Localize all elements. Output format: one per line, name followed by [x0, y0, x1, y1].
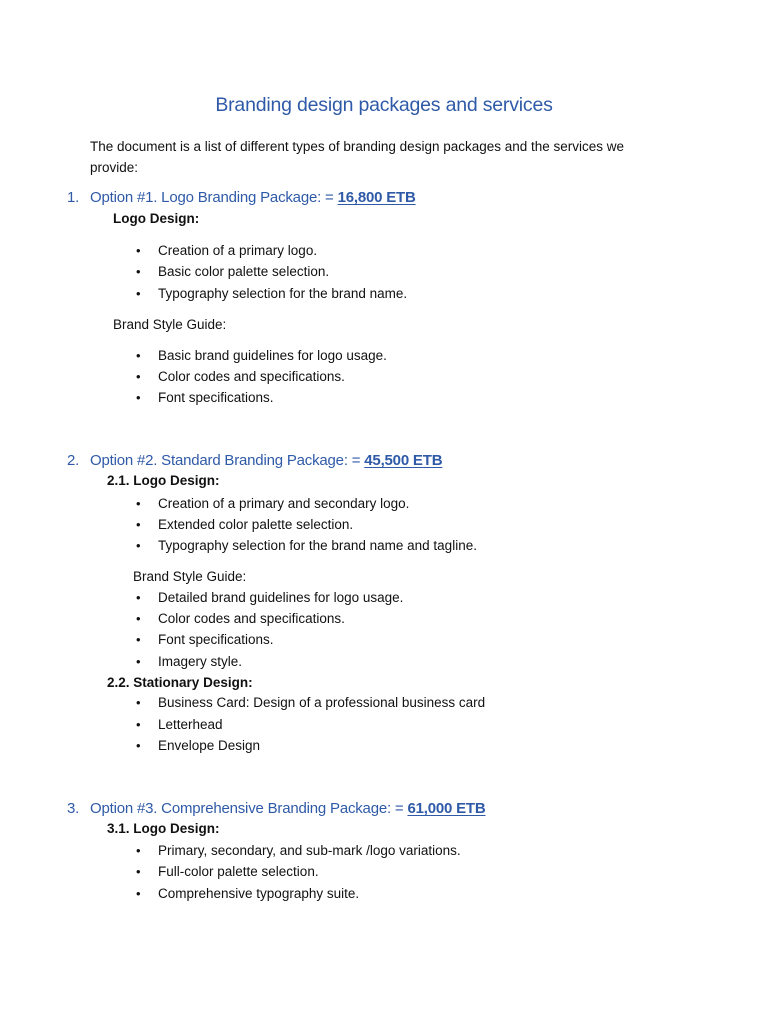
option-2-logo-heading [107, 473, 220, 488]
list-item-text: Primary, secondary, and sub-mark /logo variations. [158, 843, 461, 858]
section-number: 2.1. [107, 473, 130, 488]
bullet-icon: • [136, 243, 141, 258]
option-1-label: Option #1. Logo Branding Package: = [90, 189, 338, 206]
document-title: Branding design packages and services [215, 94, 553, 116]
option-1-price: 16,800 ETB [337, 189, 416, 206]
list-item [136, 517, 353, 532]
list-item [136, 611, 345, 626]
section-heading: Stationary Design: [133, 675, 253, 690]
list-item-text: Letterhead [158, 717, 223, 732]
list-item [136, 538, 477, 553]
option-2-guide-heading: Brand Style Guide: [133, 569, 247, 584]
list-item [136, 843, 461, 858]
section-heading: Logo Design: [133, 821, 220, 836]
list-item-text: Color codes and specifications. [158, 369, 345, 384]
option-1-guide-heading: Brand Style Guide: [113, 317, 227, 332]
list-item-text: Business Card: Design of a professional business card [158, 695, 486, 710]
list-item-text: Typography selection for the brand name and tagline. [158, 538, 477, 553]
option-3-price: 61,000 ETB [407, 800, 486, 817]
bullet-icon: • [136, 369, 141, 384]
list-item [136, 390, 274, 405]
bullet-icon: • [136, 496, 141, 511]
list-item [136, 717, 223, 732]
option-3-label: Option #3. Comprehensive Branding Package: = [90, 800, 408, 817]
option-3-heading [67, 800, 486, 817]
list-item [136, 496, 409, 511]
option-2-label: Option #2. Standard Branding Package: = [90, 452, 365, 469]
list-item-text: Typography selection for the brand name. [158, 286, 408, 301]
section-number: 3.1. [107, 821, 130, 836]
bullet-icon: • [136, 695, 141, 710]
bullet-icon: • [136, 886, 141, 901]
list-item-text: Basic color palette selection. [158, 264, 330, 279]
bullet-icon: • [136, 738, 141, 753]
list-item [136, 738, 260, 753]
bullet-icon: • [136, 538, 141, 553]
option-2-heading [67, 452, 442, 469]
list-item [136, 264, 329, 279]
list-item-text: Color codes and specifications. [158, 611, 345, 626]
section-heading: Logo Design: [133, 473, 220, 488]
list-item [136, 590, 403, 605]
list-item-text: Full-color palette selection. [158, 864, 319, 879]
bullet-icon: • [136, 632, 141, 647]
option-1-logo-heading: Logo Design: [113, 211, 200, 226]
list-item [136, 369, 345, 384]
list-item-text: Comprehensive typography suite. [158, 886, 360, 901]
list-item-text: Envelope Design [158, 738, 261, 753]
bullet-icon: • [136, 654, 141, 669]
option-2-number: 2. [67, 452, 80, 469]
option-3-logo-heading [107, 821, 220, 836]
intro-paragraph: The document is a list of different types of branding design packages and the services we provide: [90, 139, 625, 175]
option-2-stationary-heading [107, 675, 253, 690]
list-item-text: Font specifications. [158, 632, 274, 647]
list-item-text: Font specifications. [158, 390, 274, 405]
bullet-icon: • [136, 517, 141, 532]
bullet-icon: • [136, 590, 141, 605]
list-item [136, 286, 407, 301]
section-number: 2.2. [107, 675, 130, 690]
option-1-heading [67, 189, 416, 206]
option-1-number: 1. [67, 189, 80, 206]
bullet-icon: • [136, 717, 141, 732]
list-item-text: Basic brand guidelines for logo usage. [158, 348, 387, 363]
option-2-price: 45,500 ETB [364, 452, 443, 469]
bullet-icon: • [136, 264, 141, 279]
bullet-icon: • [136, 390, 141, 405]
bullet-icon: • [136, 348, 141, 363]
bullet-icon: • [136, 286, 141, 301]
list-item [136, 348, 387, 363]
list-item [136, 886, 359, 901]
list-item-text: Creation of a primary and secondary logo. [158, 496, 410, 511]
list-item-text: Detailed brand guidelines for logo usage. [158, 590, 404, 605]
list-item [136, 654, 242, 669]
bullet-icon: • [136, 611, 141, 626]
list-item [136, 632, 274, 647]
list-item [136, 243, 317, 258]
list-item-text: Imagery style. [158, 654, 243, 669]
list-item-text: Creation of a primary logo. [158, 243, 318, 258]
list-item [136, 695, 485, 710]
option-3-number: 3. [67, 800, 80, 817]
list-item-text: Extended color palette selection. [158, 517, 354, 532]
list-item [136, 864, 319, 879]
bullet-icon: • [136, 843, 141, 858]
bullet-icon: • [136, 864, 141, 879]
